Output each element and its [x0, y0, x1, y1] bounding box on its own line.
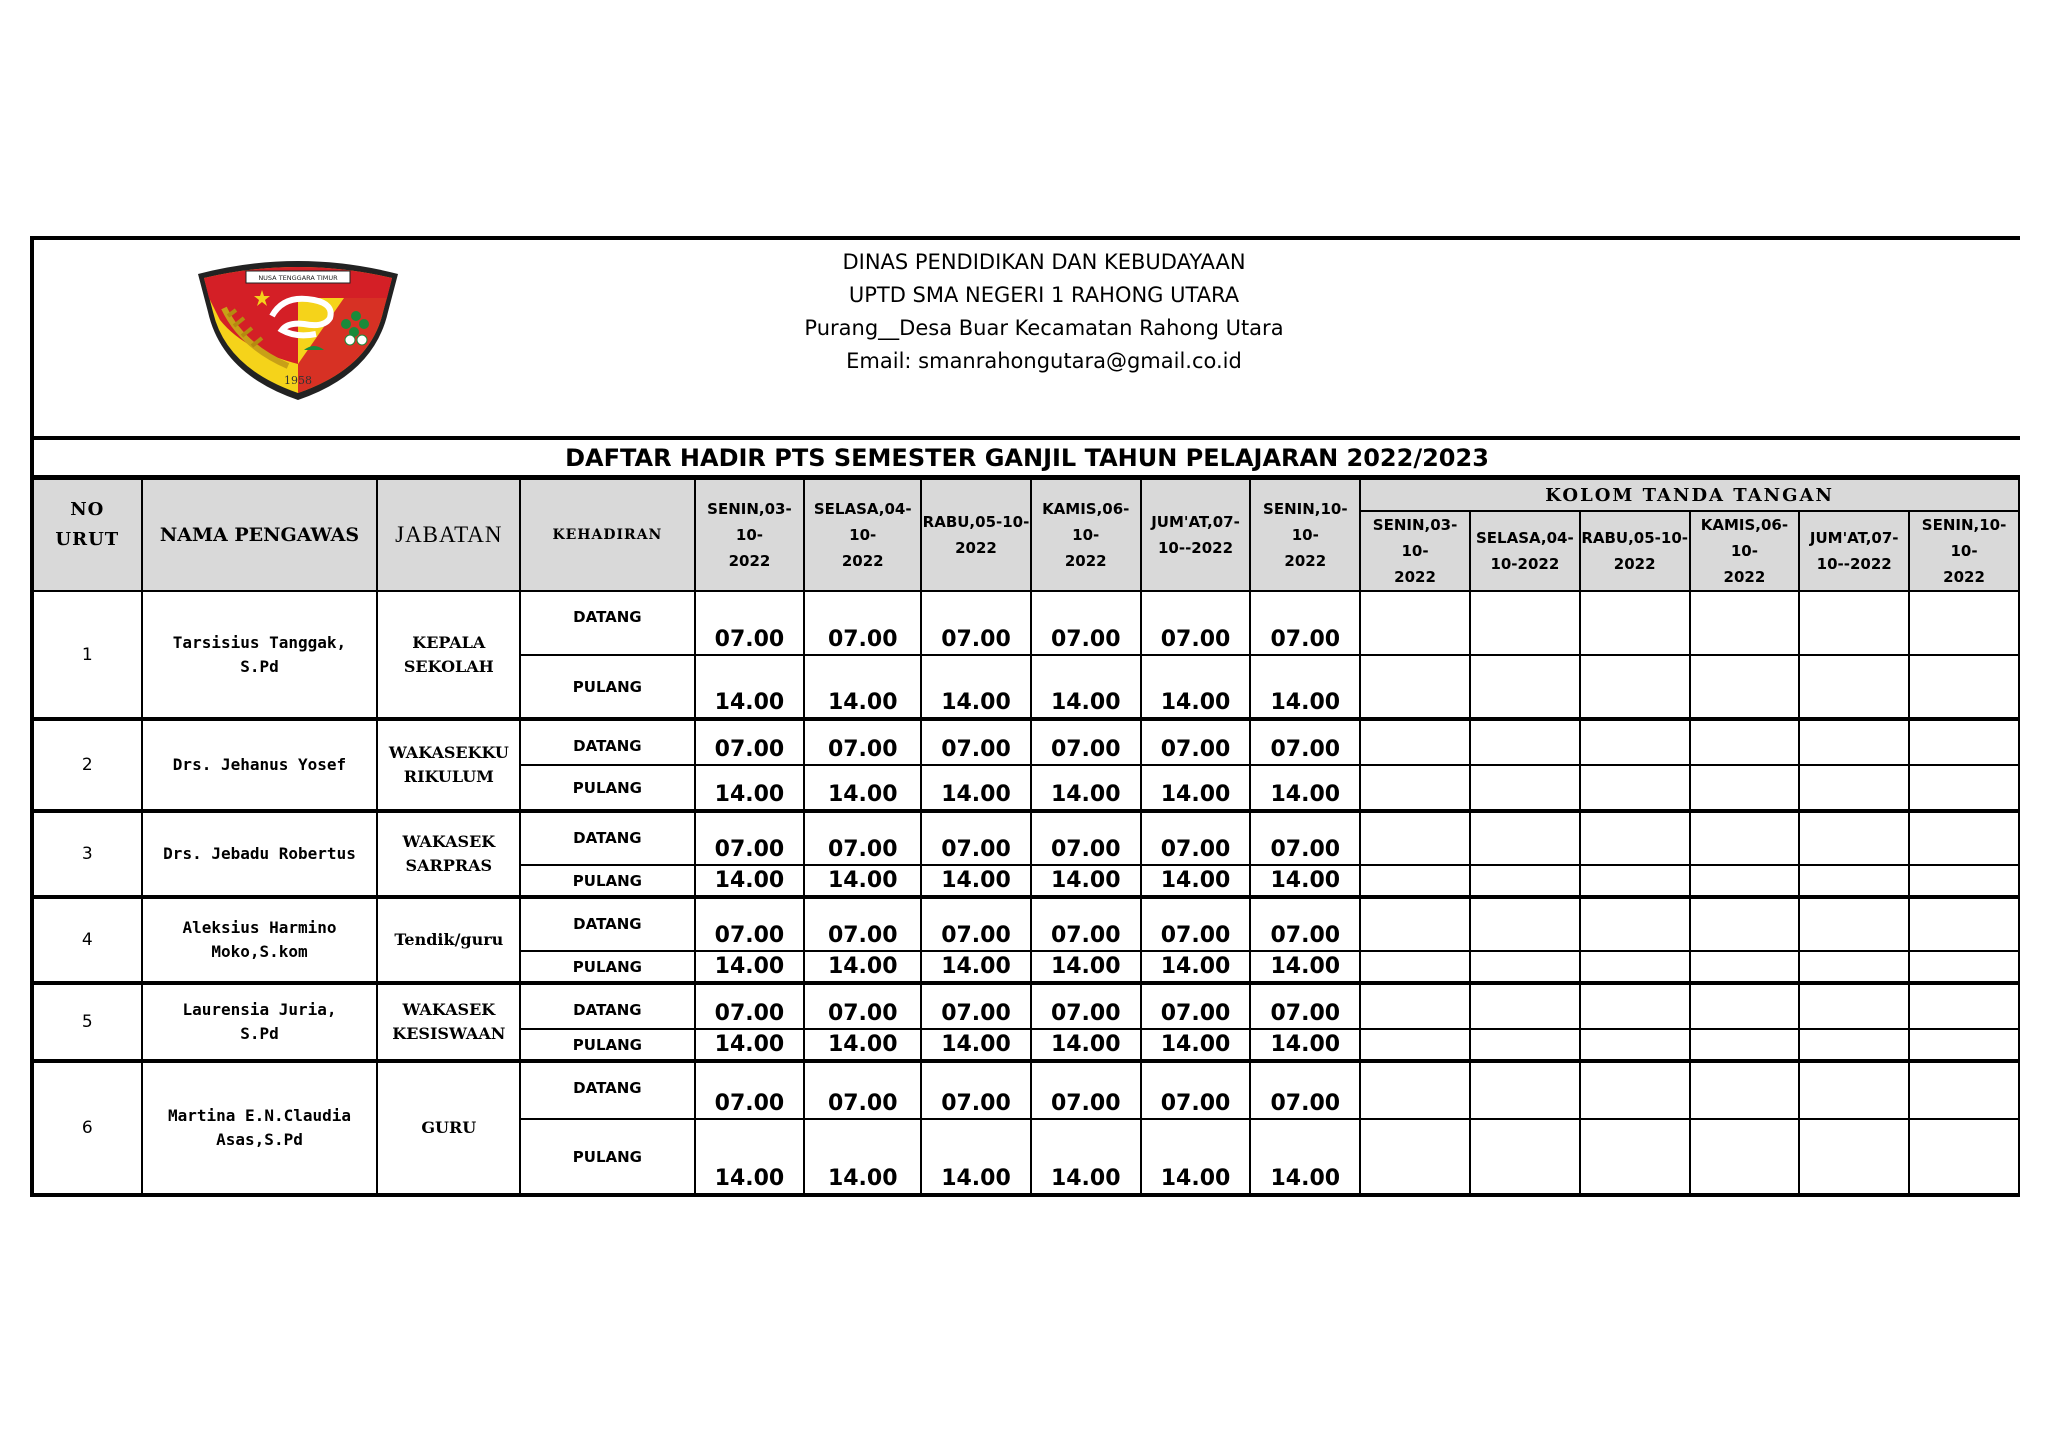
signature-cell[interactable]	[1799, 1061, 1909, 1119]
signature-cell[interactable]	[1799, 655, 1909, 719]
signature-cell[interactable]	[1470, 1029, 1580, 1061]
departure-time: 14.00	[1250, 655, 1360, 719]
supervisor-name: Drs. Jebadu Robertus	[142, 811, 378, 897]
arrival-time: 07.00	[695, 719, 805, 765]
departure-time: 14.00	[921, 1029, 1031, 1061]
col-header-date: RABU,05-10- 2022	[921, 479, 1031, 591]
signature-cell[interactable]	[1909, 655, 2019, 719]
col-header-no: NO URUT	[32, 479, 142, 591]
supervisor-name: Tarsisius Tanggak, S.Pd	[142, 591, 378, 719]
row-number: 2	[32, 719, 142, 811]
arrival-time: 07.00	[921, 811, 1031, 865]
departure-time: 14.00	[1141, 1119, 1251, 1195]
arrival-time: 07.00	[921, 983, 1031, 1029]
departure-time: 14.00	[695, 865, 805, 897]
logo-year-text: 1958	[284, 374, 312, 387]
signature-cell[interactable]	[1470, 765, 1580, 811]
signature-cell[interactable]	[1360, 1029, 1470, 1061]
signature-cell[interactable]	[1909, 811, 2019, 865]
position-cell: WAKASEKKU RIKULUM	[377, 719, 520, 811]
signature-cell[interactable]	[1909, 897, 2019, 951]
attendance-sheet	[30, 236, 2020, 1206]
arrival-time: 07.00	[804, 719, 921, 765]
departure-time: 14.00	[1141, 951, 1251, 983]
departure-time: 14.00	[1141, 655, 1251, 719]
departure-time: 14.00	[1250, 865, 1360, 897]
arrival-time: 07.00	[921, 719, 1031, 765]
col-header-sign-date: SELASA,04- 10-2022	[1470, 511, 1580, 591]
col-header-sign-date: RABU,05-10- 2022	[1580, 511, 1690, 591]
arrival-time: 07.00	[1250, 1061, 1360, 1119]
signature-cell[interactable]	[1909, 591, 2019, 655]
arrival-time: 07.00	[1250, 719, 1360, 765]
signature-cell[interactable]	[1470, 983, 1580, 1029]
signature-cell[interactable]	[1909, 983, 2019, 1029]
signature-cell[interactable]	[1470, 1061, 1580, 1119]
signature-cell[interactable]	[1799, 1119, 1909, 1195]
datang-label: DATANG	[520, 897, 694, 951]
signature-cell[interactable]	[1470, 865, 1580, 897]
departure-time: 14.00	[1250, 1029, 1360, 1061]
signature-cell[interactable]	[1580, 983, 1690, 1029]
departure-time: 14.00	[1250, 1119, 1360, 1195]
departure-time: 14.00	[1141, 865, 1251, 897]
school-name: UPTD SMA NEGERI 1 RAHONG UTARA	[848, 283, 1240, 307]
datang-label: DATANG	[520, 983, 694, 1029]
departure-time: 14.00	[921, 865, 1031, 897]
row-number: 3	[32, 811, 142, 897]
signature-cell[interactable]	[1799, 951, 1909, 983]
departure-time: 14.00	[1031, 765, 1141, 811]
supervisor-name: Laurensia Juria, S.Pd	[142, 983, 378, 1061]
arrival-time: 07.00	[804, 811, 921, 865]
signature-cell[interactable]	[1470, 1119, 1580, 1195]
signature-cell[interactable]	[1470, 719, 1580, 765]
school-address: Purang__Desa Buar Kecamatan Rahong Utara	[804, 316, 1284, 340]
arrival-time: 07.00	[804, 1061, 921, 1119]
row-number: 5	[32, 983, 142, 1061]
signature-cell[interactable]	[1360, 983, 1470, 1029]
col-header-date: JUM'AT,07- 10--2022	[1141, 479, 1251, 591]
signature-cell[interactable]	[1690, 865, 1800, 897]
arrival-time: 07.00	[1250, 983, 1360, 1029]
supervisor-name: Drs. Jehanus Yosef	[142, 719, 378, 811]
signature-cell[interactable]	[1690, 951, 1800, 983]
arrival-time: 07.00	[695, 811, 805, 865]
signature-cell[interactable]	[1360, 951, 1470, 983]
position-cell: KEPALA SEKOLAH	[377, 591, 520, 719]
departure-time: 14.00	[921, 951, 1031, 983]
col-header-sign-date: KAMIS,06-10- 2022	[1690, 511, 1800, 591]
pulang-label: PULANG	[520, 1029, 694, 1061]
table-row	[32, 983, 2019, 1029]
col-header-date: SENIN,10-10- 2022	[1250, 479, 1360, 591]
signature-cell[interactable]	[1360, 719, 1470, 765]
signature-cell[interactable]	[1360, 1061, 1470, 1119]
col-header-date: SELASA,04-10- 2022	[804, 479, 921, 591]
signature-cell[interactable]	[1580, 1061, 1690, 1119]
departure-time: 14.00	[804, 865, 921, 897]
signature-cell[interactable]	[1799, 719, 1909, 765]
table-row	[32, 591, 2019, 655]
departure-time: 14.00	[1250, 951, 1360, 983]
arrival-time: 07.00	[695, 1061, 805, 1119]
signature-cell[interactable]	[1580, 897, 1690, 951]
row-number: 4	[32, 897, 142, 983]
agency-name: DINAS PENDIDIKAN DAN KEBUDAYAAN	[842, 250, 1246, 274]
table-row	[32, 897, 2019, 951]
datang-label: DATANG	[520, 591, 694, 655]
pulang-label: PULANG	[520, 655, 694, 719]
signature-cell[interactable]	[1909, 951, 2019, 983]
arrival-time: 07.00	[804, 591, 921, 655]
signature-cell[interactable]	[1580, 719, 1690, 765]
letterhead-text	[594, 246, 1494, 378]
signature-cell[interactable]	[1360, 865, 1470, 897]
departure-time: 14.00	[804, 1119, 921, 1195]
attendance-table	[30, 478, 2020, 1197]
col-header-date: SENIN,03-10- 2022	[695, 479, 805, 591]
signature-cell[interactable]	[1909, 1029, 2019, 1061]
signature-cell[interactable]	[1690, 1029, 1800, 1061]
table-row	[32, 1061, 2019, 1119]
position-cell: WAKASEK KESISWAAN	[377, 983, 520, 1061]
signature-cell[interactable]	[1360, 765, 1470, 811]
arrival-time: 07.00	[1031, 719, 1141, 765]
row-number: 6	[32, 1061, 142, 1195]
arrival-time: 07.00	[921, 897, 1031, 951]
arrival-time: 07.00	[1141, 983, 1251, 1029]
departure-time: 14.00	[695, 951, 805, 983]
signature-cell[interactable]	[1580, 765, 1690, 811]
arrival-time: 07.00	[804, 983, 921, 1029]
col-header-sign-date: SENIN,10-10- 2022	[1909, 511, 2019, 591]
pulang-label: PULANG	[520, 765, 694, 811]
arrival-time: 07.00	[1031, 897, 1141, 951]
signature-cell[interactable]	[1909, 1061, 2019, 1119]
signature-cell[interactable]	[1690, 897, 1800, 951]
signature-cell[interactable]	[1799, 765, 1909, 811]
arrival-time: 07.00	[1031, 591, 1141, 655]
arrival-time: 07.00	[1250, 591, 1360, 655]
position-cell: Tendik/guru	[377, 897, 520, 983]
attendance-rows	[32, 591, 2019, 1195]
departure-time: 14.00	[804, 951, 921, 983]
signature-cell[interactable]	[1690, 1061, 1800, 1119]
departure-time: 14.00	[921, 765, 1031, 811]
supervisor-name: Aleksius Harmino Moko,S.kom	[142, 897, 378, 983]
datang-label: DATANG	[520, 719, 694, 765]
signature-cell[interactable]	[1360, 1119, 1470, 1195]
departure-time: 14.00	[804, 655, 921, 719]
arrival-time: 07.00	[1141, 1061, 1251, 1119]
signature-cell[interactable]	[1909, 719, 2019, 765]
departure-time: 14.00	[695, 655, 805, 719]
arrival-time: 07.00	[1250, 897, 1360, 951]
signature-cell[interactable]	[1909, 765, 2019, 811]
signature-cell[interactable]	[1690, 591, 1800, 655]
arrival-time: 07.00	[1141, 811, 1251, 865]
departure-time: 14.00	[1031, 865, 1141, 897]
col-header-nama: NAMA PENGAWAS	[142, 479, 378, 591]
signature-cell[interactable]	[1909, 1119, 2019, 1195]
arrival-time: 07.00	[695, 591, 805, 655]
col-header-sign-date: SENIN,03-10- 2022	[1360, 511, 1470, 591]
signature-cell[interactable]	[1909, 865, 2019, 897]
signature-cell[interactable]	[1799, 811, 1909, 865]
signature-cell[interactable]	[1360, 897, 1470, 951]
departure-time: 14.00	[1031, 1029, 1141, 1061]
logo-banner-text: NUSA TENGGARA TIMUR	[258, 274, 338, 282]
signature-cell[interactable]	[1470, 897, 1580, 951]
signature-cell[interactable]	[1470, 591, 1580, 655]
signature-cell[interactable]	[1799, 591, 1909, 655]
letterhead	[30, 236, 2020, 436]
departure-time: 14.00	[695, 765, 805, 811]
col-header-kolom-tanda-tangan: KOLOM TANDA TANGAN	[1360, 479, 2019, 511]
departure-time: 14.00	[804, 765, 921, 811]
pulang-label: PULANG	[520, 865, 694, 897]
signature-cell[interactable]	[1580, 1119, 1690, 1195]
signature-cell[interactable]	[1360, 811, 1470, 865]
row-number: 1	[32, 591, 142, 719]
arrival-time: 07.00	[1031, 811, 1141, 865]
signature-cell[interactable]	[1690, 719, 1800, 765]
table-row	[32, 811, 2019, 865]
signature-cell[interactable]	[1580, 865, 1690, 897]
departure-time: 14.00	[1250, 765, 1360, 811]
signature-cell[interactable]	[1360, 655, 1470, 719]
pulang-label: PULANG	[520, 1119, 694, 1195]
supervisor-name: Martina E.N.Claudia Asas,S.Pd	[142, 1061, 378, 1195]
arrival-time: 07.00	[921, 1061, 1031, 1119]
arrival-time: 07.00	[1250, 811, 1360, 865]
arrival-time: 07.00	[1031, 1061, 1141, 1119]
col-header-sign-date: JUM'AT,07- 10--2022	[1799, 511, 1909, 591]
signature-cell[interactable]	[1360, 591, 1470, 655]
signature-cell[interactable]	[1580, 655, 1690, 719]
datang-label: DATANG	[520, 1061, 694, 1119]
signature-cell[interactable]	[1580, 1029, 1690, 1061]
signature-cell[interactable]	[1470, 811, 1580, 865]
signature-cell[interactable]	[1690, 765, 1800, 811]
signature-cell[interactable]	[1580, 951, 1690, 983]
position-cell: WAKASEK SARPRAS	[377, 811, 520, 897]
datang-label: DATANG	[520, 811, 694, 865]
signature-cell[interactable]	[1799, 897, 1909, 951]
col-header-date: KAMIS,06-10- 2022	[1031, 479, 1141, 591]
school-crest-logo	[184, 254, 412, 402]
signature-cell[interactable]	[1580, 591, 1690, 655]
col-header-jabatan: JABATAN	[377, 479, 520, 591]
signature-cell[interactable]	[1690, 1119, 1800, 1195]
arrival-time: 07.00	[804, 897, 921, 951]
arrival-time: 07.00	[695, 983, 805, 1029]
departure-time: 14.00	[695, 1119, 805, 1195]
departure-time: 14.00	[695, 1029, 805, 1061]
document-title: DAFTAR HADIR PTS SEMESTER GANJIL TAHUN PELAJARAN 2022/2023	[30, 436, 2020, 478]
departure-time: 14.00	[1141, 765, 1251, 811]
signature-cell[interactable]	[1799, 1029, 1909, 1061]
arrival-time: 07.00	[1141, 897, 1251, 951]
table-row	[32, 719, 2019, 765]
col-header-kehadiran: KEHADIRAN	[520, 479, 694, 591]
arrival-time: 07.00	[1141, 591, 1251, 655]
pulang-label: PULANG	[520, 951, 694, 983]
signature-cell[interactable]	[1799, 865, 1909, 897]
departure-time: 14.00	[1141, 1029, 1251, 1061]
arrival-time: 07.00	[921, 591, 1031, 655]
signature-cell[interactable]	[1690, 983, 1800, 1029]
arrival-time: 07.00	[1141, 719, 1251, 765]
school-email: Email: smanrahongutara@gmail.co.id	[846, 349, 1242, 373]
departure-time: 14.00	[1031, 951, 1141, 983]
signature-cell[interactable]	[1580, 811, 1690, 865]
departure-time: 14.00	[921, 1119, 1031, 1195]
departure-time: 14.00	[1031, 1119, 1141, 1195]
signature-cell[interactable]	[1799, 983, 1909, 1029]
departure-time: 14.00	[1031, 655, 1141, 719]
signature-cell[interactable]	[1470, 655, 1580, 719]
arrival-time: 07.00	[695, 897, 805, 951]
position-cell: GURU	[377, 1061, 520, 1195]
departure-time: 14.00	[921, 655, 1031, 719]
signature-cell[interactable]	[1690, 655, 1800, 719]
departure-time: 14.00	[804, 1029, 921, 1061]
signature-cell[interactable]	[1470, 951, 1580, 983]
arrival-time: 07.00	[1031, 983, 1141, 1029]
signature-cell[interactable]	[1690, 811, 1800, 865]
